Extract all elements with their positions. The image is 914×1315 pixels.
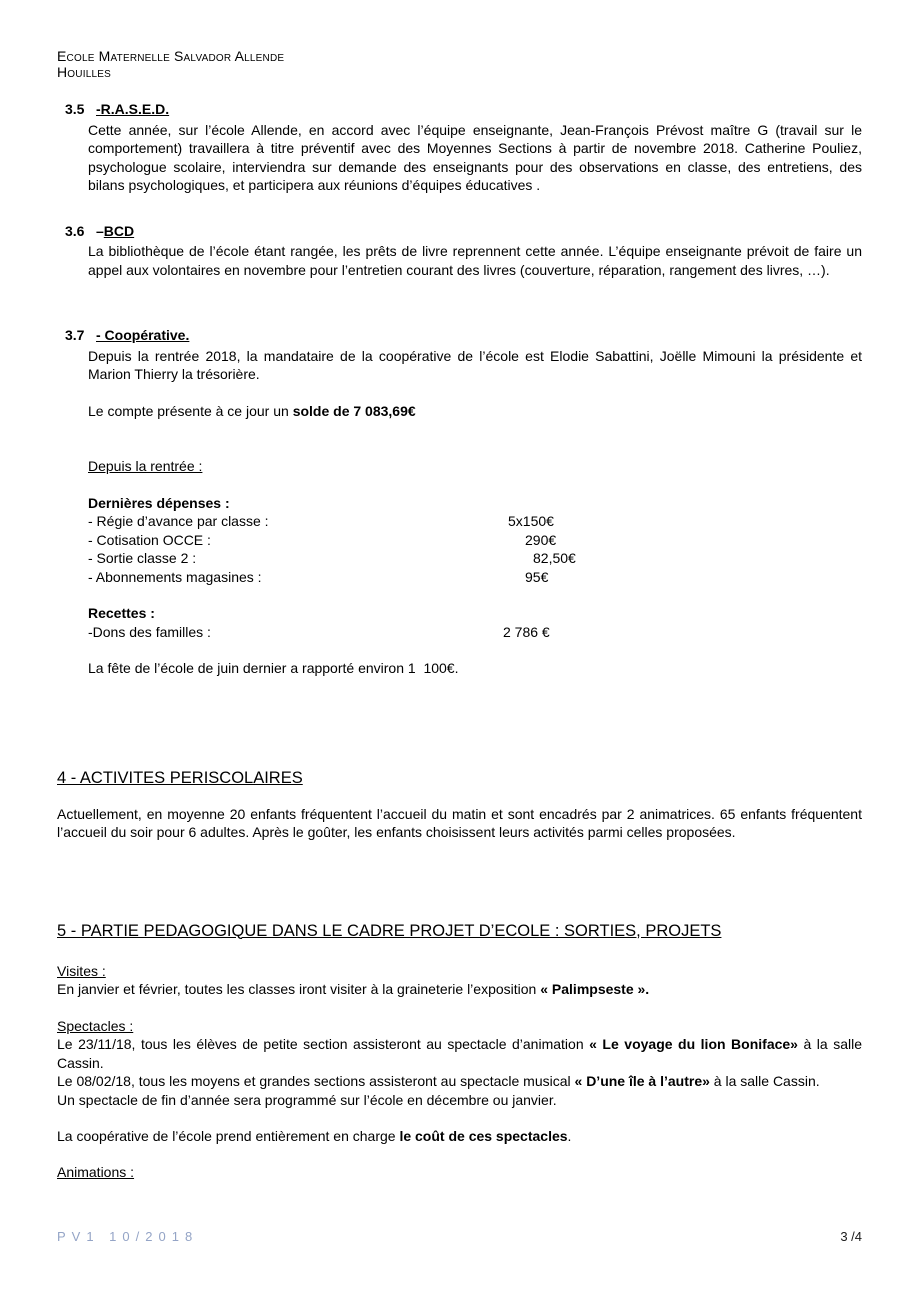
expense-label: - Cotisation OCCE : (88, 531, 211, 548)
school-city: Houilles (57, 64, 111, 80)
expense-label: - Régie d’avance par classe : (88, 513, 269, 529)
visits-label: Visites : (57, 962, 106, 979)
visits-line (57, 980, 862, 999)
school-name: Ecole Maternelle Salvador Allende (57, 48, 285, 64)
expense-value: 82,50€ (533, 550, 576, 566)
section-4-heading: 4 - ACTIVITES PERISCOLAIRES (57, 768, 303, 787)
section-3-5-heading (65, 100, 862, 119)
show-2-title: « D’une île à l’autre» (574, 1073, 710, 1089)
income-value: 2 786 € (503, 623, 550, 640)
section-number: 3.7 (65, 327, 85, 343)
page-number: 3 /4 (840, 1229, 862, 1244)
show-1-prefix: Le 23/11/18, tous les élèves de petite section assisteront au spectacle d’animation (57, 1036, 590, 1052)
expense-row (88, 568, 862, 587)
coop-bold: le coût de ces spectacles (399, 1128, 568, 1144)
expense-value: 95€ (525, 568, 549, 585)
section-title: BCD (103, 222, 135, 239)
expense-label: - Sortie classe 2 : (88, 550, 197, 566)
income-title: Recettes : (88, 605, 155, 621)
visits-exhibit-name: « Palimpseste ». (540, 981, 650, 997)
coop-cost-line (57, 1127, 862, 1146)
show-1-suffix: à la salle Cassin. (57, 1036, 862, 1071)
document-reference: PV1 10/2018 (57, 1229, 199, 1244)
show-2-line (57, 1072, 862, 1091)
show-1-title: « Le voyage du lion Boniface» (589, 1036, 798, 1052)
show-2-prefix: Le 08/02/18, tous les moyens et grandes sections assisteront au spectacle musical (57, 1073, 575, 1089)
animations-label: Animations : (57, 1163, 135, 1180)
section-number: 3.5 (65, 101, 85, 117)
section-3-6-heading (65, 222, 862, 241)
show-2-suffix: à la salle Cassin. (709, 1073, 820, 1089)
expenses-list (88, 512, 862, 586)
school-fete-line: La fête de l’école de juin dernier a rapporté environ 1 100€. (88, 660, 459, 676)
section-3-7-paragraph: Depuis la rentrée 2018, la mandataire de la coopérative de l’école est Elodie Sabattini, Joëlle Mimouni la présidente et Marion Thierry la trésorière. (88, 347, 862, 382)
section-number: 3.6 (65, 222, 85, 239)
since-return-label: Depuis la rentrée : (88, 458, 203, 474)
expense-row (88, 549, 862, 568)
income-label: -Dons des familles : (88, 623, 211, 640)
section-4-paragraph: Actuellement, en moyenne 20 enfants fréquentent l’accueil du matin et sont encadrés par 2 animatrices. 65 enfants fréquentent l’accueil du soir pour 6 adultes. Après le goûter, les enfants choisissent leurs activités parmi celles proposées. (57, 805, 862, 840)
section-3-7-heading (65, 326, 862, 345)
section-5-heading: 5 - PARTIE PEDAGOGIQUE DANS LE CADRE PROJET D’ECOLE : SORTIES, PROJETS (57, 921, 722, 940)
page-footer (57, 1229, 862, 1244)
dash: – (96, 222, 104, 239)
coop-suffix: . (567, 1128, 572, 1144)
show-1-line (57, 1035, 862, 1072)
section-title: - Coopérative. (96, 327, 190, 343)
expense-row (88, 512, 862, 531)
expense-row (88, 531, 862, 550)
expense-label: - Abonnements magasines : (88, 568, 262, 585)
shows-label: Spectacles : (57, 1017, 134, 1034)
letterhead (57, 48, 862, 80)
balance-prefix: Le compte présente à ce jour un (88, 402, 293, 419)
expense-value: 290€ (525, 531, 557, 548)
income-row (88, 623, 862, 642)
show-3-line: Un spectacle de fin d’année sera programmé sur l’école en décembre ou janvier. (57, 1091, 557, 1108)
visits-prefix: En janvier et février, toutes les classes iront visiter à la graineterie l’exposition (57, 981, 541, 997)
income-list (88, 623, 862, 642)
expenses-title: Dernières dépenses : (88, 494, 230, 511)
coop-prefix: La coopérative de l’école prend entièrement en charge (57, 1128, 400, 1144)
section-title: -R.A.S.E.D. (96, 101, 170, 117)
account-balance-line (88, 402, 862, 421)
section-3-5-paragraph: Cette année, sur l’école Allende, en accord avec l’équipe enseignante, Jean-François Prévost maître G (travail sur le comportement) travaillera à titre préventif avec des Moyennes Sections à partir de novembre 2018. Catherine Pouliez, psychologue scolaire, interviendra sur demande des enseignants pour des observations en classe, des entretiens, des bilans psychologiques, et participera aux réunions d’équipes éducatives . (88, 121, 862, 193)
balance-amount: solde de 7 083,69€ (292, 402, 416, 419)
expense-value: 5x150€ (508, 513, 554, 529)
section-3-6-paragraph: La bibliothèque de l’école étant rangée, les prêts de livre reprennent cette année. L’équipe enseignante prévoit de faire un appel aux volontaires en novembre pour l’entretien courant des livres (couverture, réparation, rangement des livres, …). (88, 243, 862, 278)
